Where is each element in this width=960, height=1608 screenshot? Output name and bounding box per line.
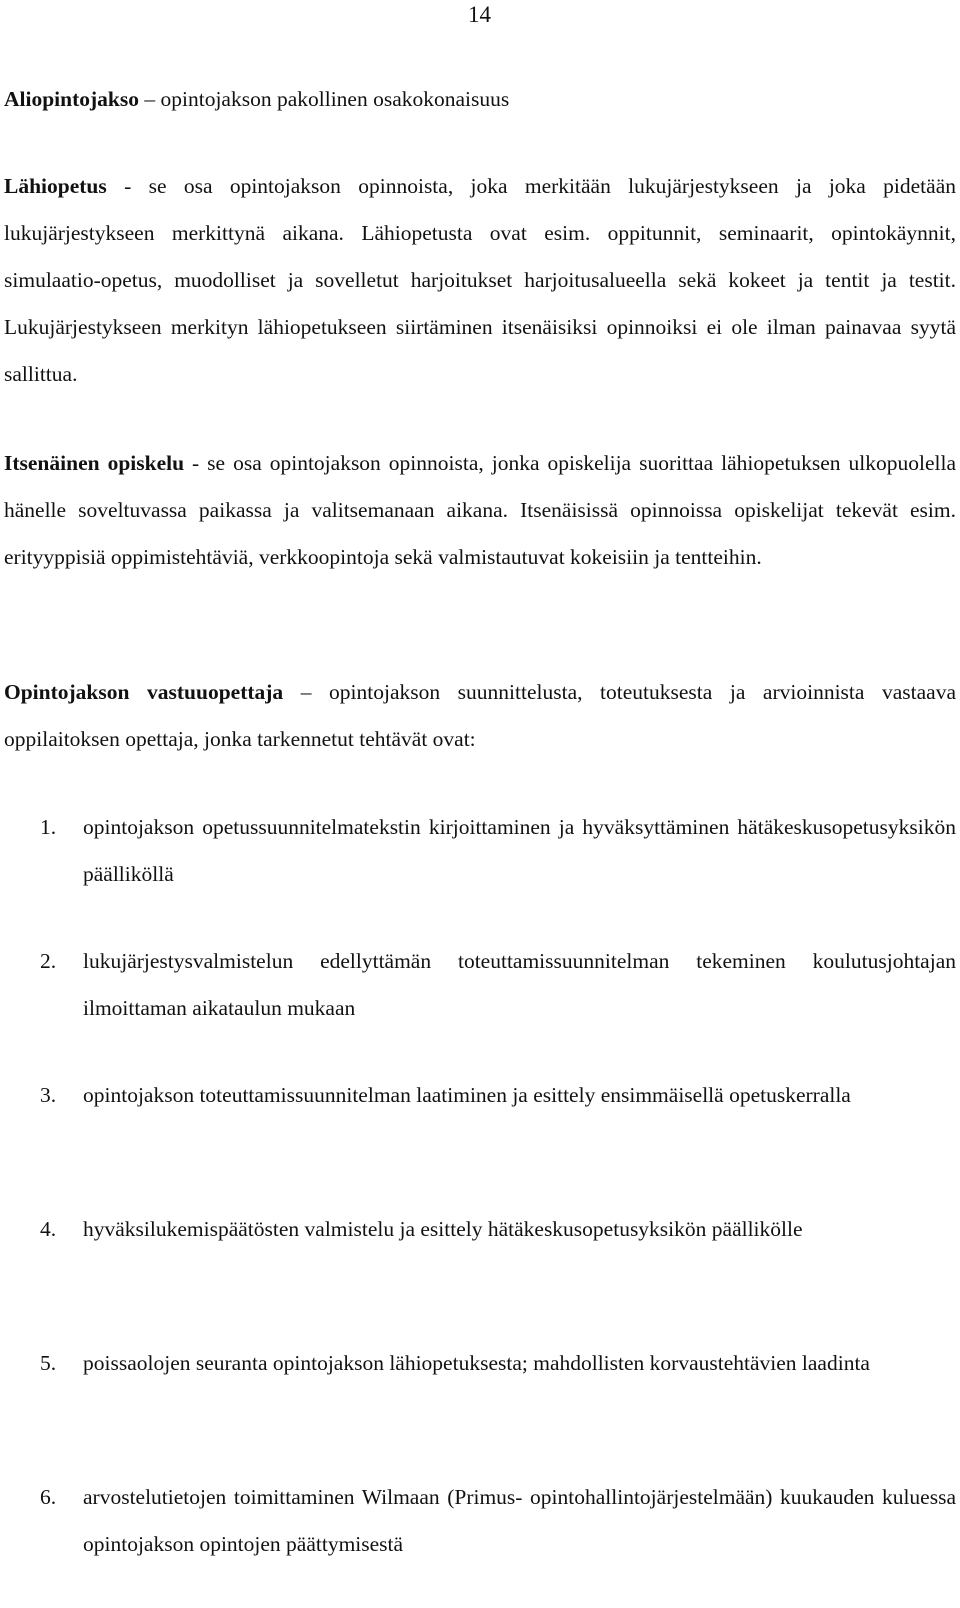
definition-text: - se osa opintojakson opinnoista, jonka opiskelija suorittaa lähiopetuksen ulkopuolella hänelle soveltuvassa paikassa ja valitsemanaan aikana. Itsenäisissä opinnoissa opiskelijat tekevät esim. erityyppisiä oppimistehtäviä, verkkoopintoja sekä valmistautuvat kokeisiin ja tentteihin. (4, 451, 956, 569)
definition-aliopintojakso (4, 76, 956, 123)
page-number: 14 (468, 2, 491, 27)
list-item-text: lukujärjestysvalmistelun edellyttämän toteuttamissuunnitelman tekeminen koulutusjohtajan ilmoittaman aikataulun mukaan (83, 949, 956, 1020)
definition-text: – opintojakson pakollinen osakokonaisuus (139, 87, 510, 111)
list-item-number: 6. (40, 1485, 57, 1509)
list-item (0, 938, 960, 1072)
definition-text: - se osa opintojakson opinnoista, joka merkitään lukujärjestykseen ja joka pidetään lukujärjestykseen merkittynä aikana. Lähiopetusta ovat esim. oppitunnit, seminaarit, opintokäynnit, simulaatio-opetus, muodolliset ja sovelletut harjoitukset harjoitusalueella sekä kokeet ja tentit ja testit. Lukujärjestykseen merkityn lähiopetukseen siirtäminen itsenäisiksi opinnoiksi ei ole ilman painavaa syytä sallittua. (4, 174, 956, 386)
list-item-text: hyväksilukemispäätösten valmistelu ja esittely hätäkeskusopetusyksikön päällikölle (83, 1217, 803, 1241)
list-item-text: arvostelutietojen toimittaminen Wilmaan (Primus- opintohallintojärjestelmään) kuukauden kuluessa opintojakson opintojen päättymisestä (83, 1485, 956, 1556)
term-aliopintojakso: Aliopintojakso (4, 87, 140, 111)
list-item-text: opintojakson opetussuunnitelmatekstin kirjoittaminen ja hyväksyttäminen hätäkeskusopetusyksikön päälliköllä (83, 815, 956, 886)
list-item-text: opintojakson toteuttamissuunnitelman laatiminen ja esittely ensimmäisellä opetuskerralla (83, 1083, 851, 1107)
definition-vastuuopettaja (4, 669, 956, 763)
list-item-number: 3. (40, 1083, 57, 1107)
definition-itsenainen-opiskelu (4, 440, 956, 581)
term-itsenainen-opiskelu: Itsenäinen opiskelu (4, 451, 185, 475)
term-lahiopetus: Lähiopetus (4, 174, 107, 198)
list-item (0, 1206, 960, 1340)
list-item (0, 1072, 960, 1206)
definition-lahiopetus (4, 163, 956, 398)
term-vastuuopettaja: Opintojakson vastuuopettaja (4, 680, 284, 704)
list-item-number: 5. (40, 1351, 57, 1375)
list-item-text: poissaolojen seuranta opintojakson lähiopetuksesta; mahdollisten korvaustehtävien laadinta (83, 1351, 870, 1375)
list-item (0, 1474, 960, 1608)
list-item-number: 1. (40, 815, 57, 839)
duties-list (0, 804, 960, 1608)
definition-text: – opintojakson suunnittelusta, toteutuksesta ja arvioinnista vastaava oppilaitoksen opettaja, jonka tarkennetut tehtävät ovat: (4, 680, 956, 751)
list-item (0, 804, 960, 938)
list-item-number: 2. (40, 949, 57, 973)
list-item-number: 4. (40, 1217, 57, 1241)
list-item (0, 1340, 960, 1474)
